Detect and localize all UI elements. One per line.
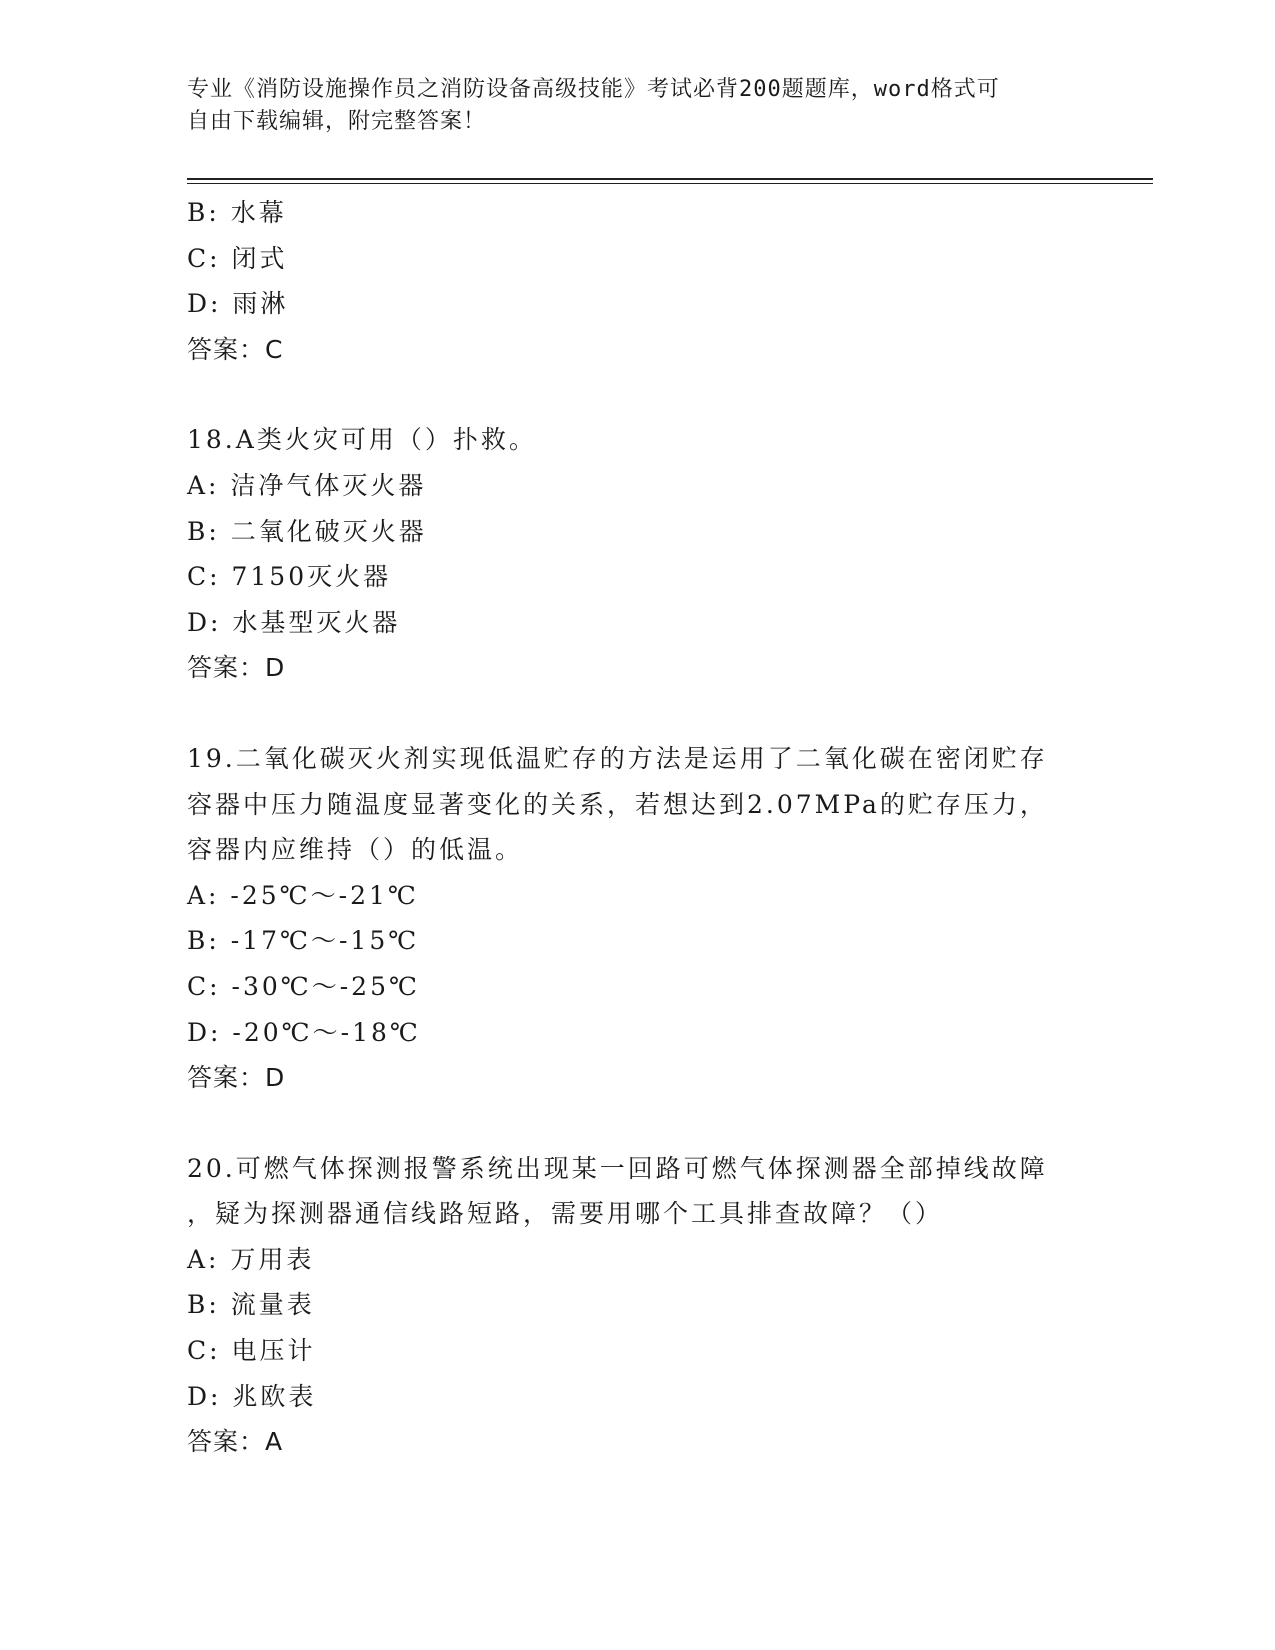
question-17-tail: [187, 190, 1087, 372]
option-a: A: 万用表: [187, 1244, 315, 1274]
option-b: B: 流量表: [187, 1290, 315, 1320]
question-list: [187, 190, 1087, 1465]
option-c: C: 7150灭火器: [187, 562, 392, 592]
option-d: D: 雨淋: [187, 289, 289, 319]
option-c: C: 闭式: [187, 243, 288, 273]
option-b: B: 水幕: [187, 198, 287, 227]
question-stem: 18.A类火灾可用（）扑救。: [187, 425, 537, 455]
question-18: [187, 417, 1087, 691]
answer-line: 答案：C: [187, 334, 284, 364]
option-d: D: -20℃～-18℃: [187, 1017, 421, 1047]
option-a: A: -25℃～-21℃: [187, 880, 419, 910]
option-d: D: 水基型灭火器: [187, 607, 401, 637]
question-19: [187, 736, 1087, 1101]
header-rule-thick: [187, 178, 1153, 180]
option-c: C: -30℃～-25℃: [187, 971, 420, 1001]
option-b: B: -17℃～-15℃: [187, 926, 420, 956]
option-d: D: 兆欧表: [187, 1381, 317, 1411]
header-line-1: 专业《消防设施操作员之消防设备高级技能》考试必背200题题库，word格式可: [187, 77, 1000, 102]
option-c: C: 电压计: [187, 1336, 316, 1366]
answer-line: 答案：A: [187, 1427, 284, 1457]
question-20: [187, 1146, 1087, 1465]
answer-line: 答案：D: [187, 653, 286, 683]
option-b: B: 二氧化破灭火器: [187, 516, 427, 546]
answer-line: 答案：D: [187, 1063, 286, 1093]
option-a: A: 洁净气体灭火器: [187, 470, 427, 500]
question-stem-line-1: 19.二氧化碳灭火剂实现低温贮存的方法是运用了二氧化碳在密闭贮存: [187, 743, 1048, 773]
question-stem-line-2: ，疑为探测器通信线路短路，需要用哪个工具排查故障？（）: [187, 1199, 944, 1229]
question-stem-line-2: 容器中压力随温度显著变化的关系，若想达到2.07MPa的贮存压力，: [187, 789, 1048, 819]
question-stem-line-1: 20.可燃气体探测报警系统出现某一回路可燃气体探测器全部掉线故障: [187, 1153, 1048, 1183]
header-rule-thin: [187, 183, 1153, 184]
question-stem-line-3: 容器内应维持（）的低温。: [187, 835, 524, 865]
document-header: [187, 74, 1067, 138]
header-line-2: 自由下载编辑，附完整答案！: [187, 109, 487, 134]
